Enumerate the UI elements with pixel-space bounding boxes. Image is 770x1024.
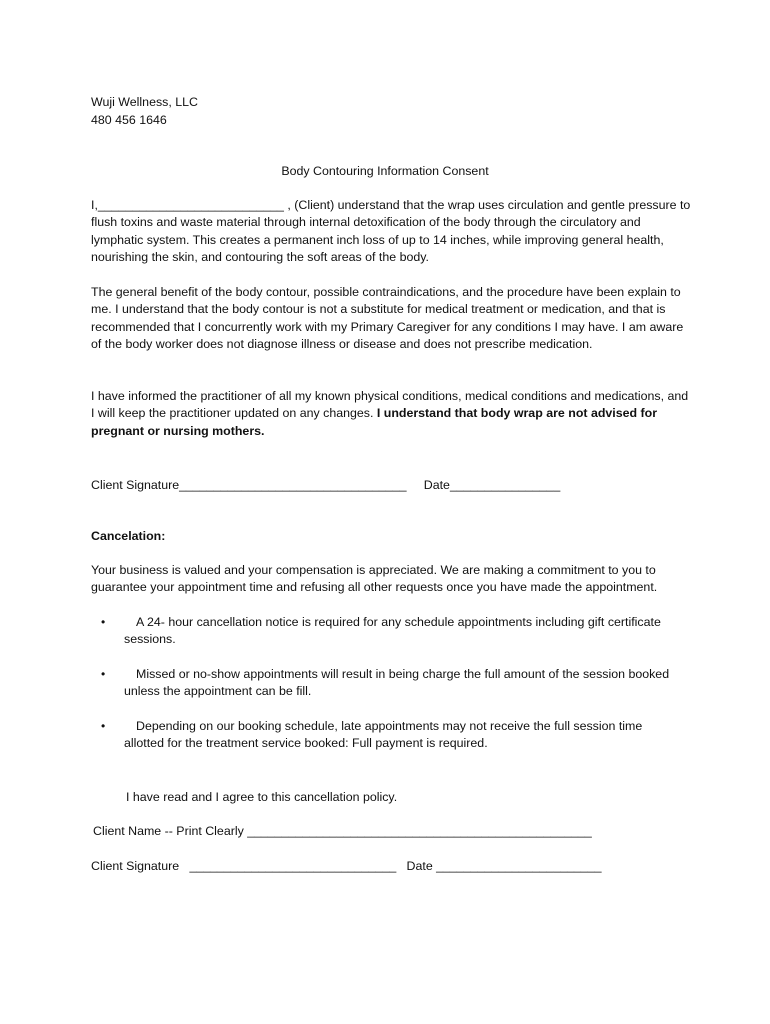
agree-statement: I have read and I agree to this cancellation policy.: [126, 790, 398, 804]
bullet-text: Missed or no-show appointments will result in being charge the full amount of the session booked unless the appointment can be fill.: [124, 667, 670, 699]
bullet-dot: •: [101, 667, 106, 681]
client-signature-date-line: Client Signature_________________________________ Date________________: [91, 478, 561, 492]
consent-paragraph-3: [91, 388, 691, 440]
document-title: Body Contouring Information Consent: [281, 164, 489, 178]
bullet-text: Depending on our booking schedule, late appointments may not receive the full session time allotted for the treatment service booked: Full payment is required.: [124, 719, 643, 751]
consent-paragraph-2: The general benefit of the body contour, possible contraindications, and the procedure have been explain to me. I understand that the body contour is not a substitute for medical treatment or medication, and that is recommended that I concurrently work with my Primary Caregiver for any conditions I may have. I am aware of the body worker does not diagnose illness or disease and does not prescribe medication.: [91, 285, 684, 352]
final-signature-date-line: Client Signature ______________________________ Date ________________________: [91, 859, 602, 873]
cancelation-intro: Your business is valued and your compensation is appreciated. We are making a commitment to you to guarantee your appointment time and refusing all other requests once you have made the appointment.: [91, 563, 658, 595]
bullet-text: A 24- hour cancellation notice is required for any schedule appointments including gift certificate sessions.: [124, 615, 661, 647]
paragraph-3-text: I have informed the practitioner of all my known physical conditions, medical conditions and medications, and I will keep the practitioner updated on any changes.: [91, 389, 689, 421]
paragraph-3-warning: I understand that body wrap are not advised for pregnant or nursing mothers.: [91, 406, 658, 438]
company-phone: 480 456 1646: [91, 113, 167, 127]
bullet-dot: •: [101, 719, 106, 733]
consent-paragraph-1: I,___________________________ , (Client) understand that the wrap uses circulation and gentle pressure to flush toxins and waste material through internal detoxification of the body through the circulatory and lymphatic system. This creates a permanent inch loss of up to 14 inches, while improving general health, nourishing the skin, and contouring the soft areas of the body.: [91, 198, 691, 265]
bullet-dot: •: [101, 615, 106, 629]
company-name: Wuji Wellness, LLC: [91, 95, 198, 109]
client-name-print-line: Client Name -- Print Clearly __________________________________________________: [93, 824, 592, 838]
cancelation-heading: Cancelation:: [91, 529, 166, 543]
